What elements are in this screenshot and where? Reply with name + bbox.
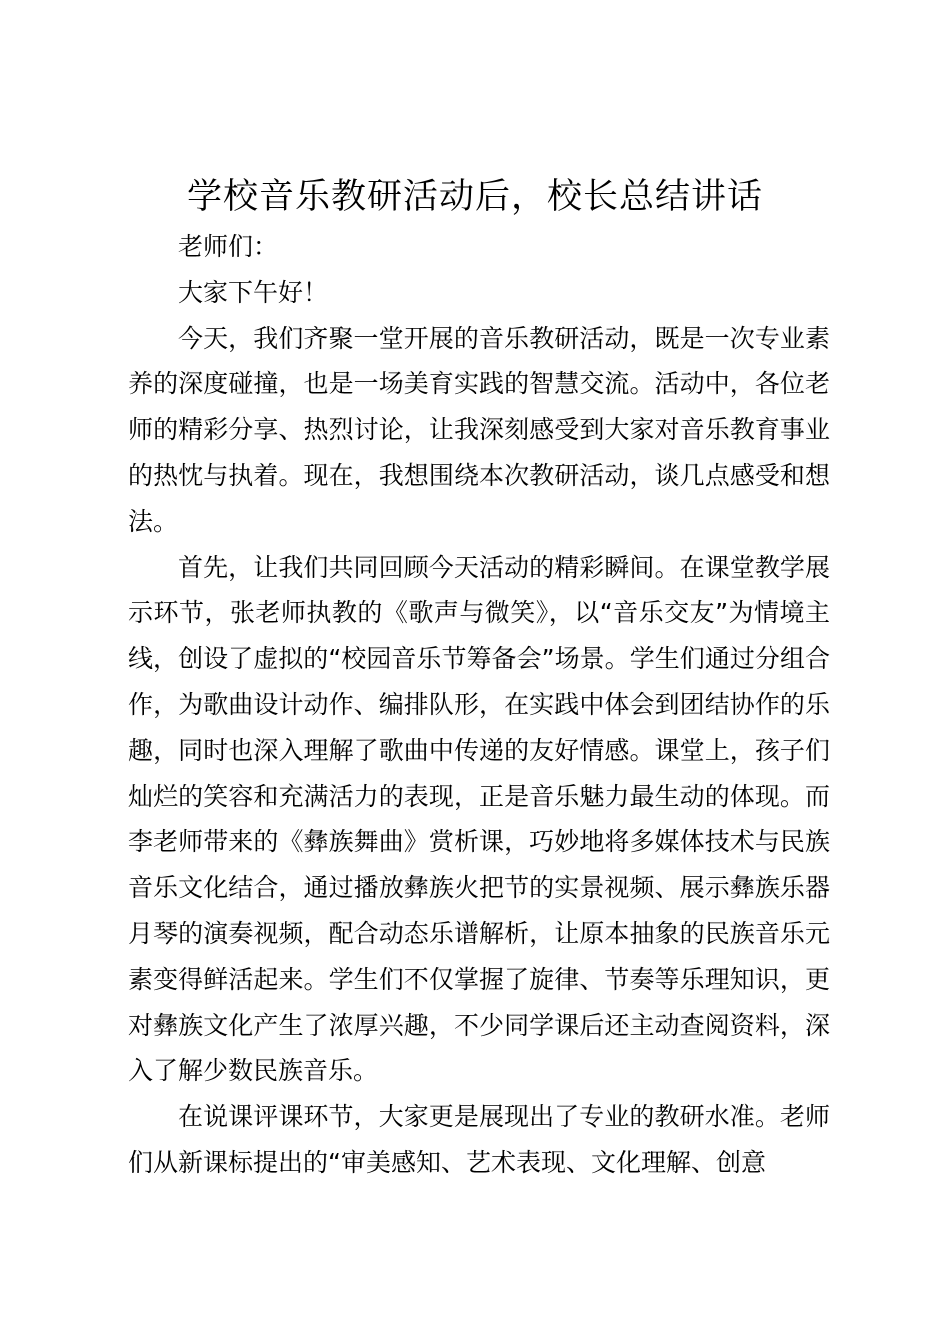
- document-body: [128, 224, 830, 1186]
- body-paragraph-1: 今天，我们齐聚一堂开展的音乐教研活动，既是一次专业素养的深度碰撞，也是一场美育实践的智慧交流。活动中，各位老师的精彩分享、热烈讨论，让我深刻感受到大家对音乐教育事业的热忱与执着。现在，我想围绕本次教研活动，谈几点感受和想法。: [128, 323, 830, 536]
- body-paragraph-2: 首先，让我们共同回顾今天活动的精彩瞬间。在课堂教学展示环节，张老师执教的《歌声与微笑》，以“音乐交友”为情境主线，创设了虚拟的“校园音乐节筹备会”场景。学生们通过分组合作，为歌曲设计动作、编排队形，在实践中体会到团结协作的乐趣，同时也深入理解了歌曲中传递的友好情感。课堂上，孩子们灿烂的笑容和充满活力的表现，正是音乐魅力最生动的体现。而李老师带来的《彝族舞曲》赏析课，巧妙地将多媒体技术与民族音乐文化结合，通过播放彝族火把节的实景视频、展示彝族乐器月琴的演奏视频，配合动态乐谱解析，让原本抽象的民族音乐元素变得鲜活起来。学生们不仅掌握了旋律、节奏等乐理知识，更对彝族文化产生了浓厚兴趣，不少同学课后还主动查阅资料，深入了解少数民族音乐。: [128, 552, 830, 1086]
- greeting: 大家下午好！: [178, 277, 329, 307]
- body-paragraph-3: 在说课评课环节，大家更是展现出了专业的教研水准。老师们从新课标提出的“审美感知、艺术表现、文化理解、创意: [128, 1102, 830, 1177]
- salutation: 老师们：: [178, 232, 279, 261]
- document-title: 学校音乐教研活动后，校长总结讲话: [186, 177, 763, 217]
